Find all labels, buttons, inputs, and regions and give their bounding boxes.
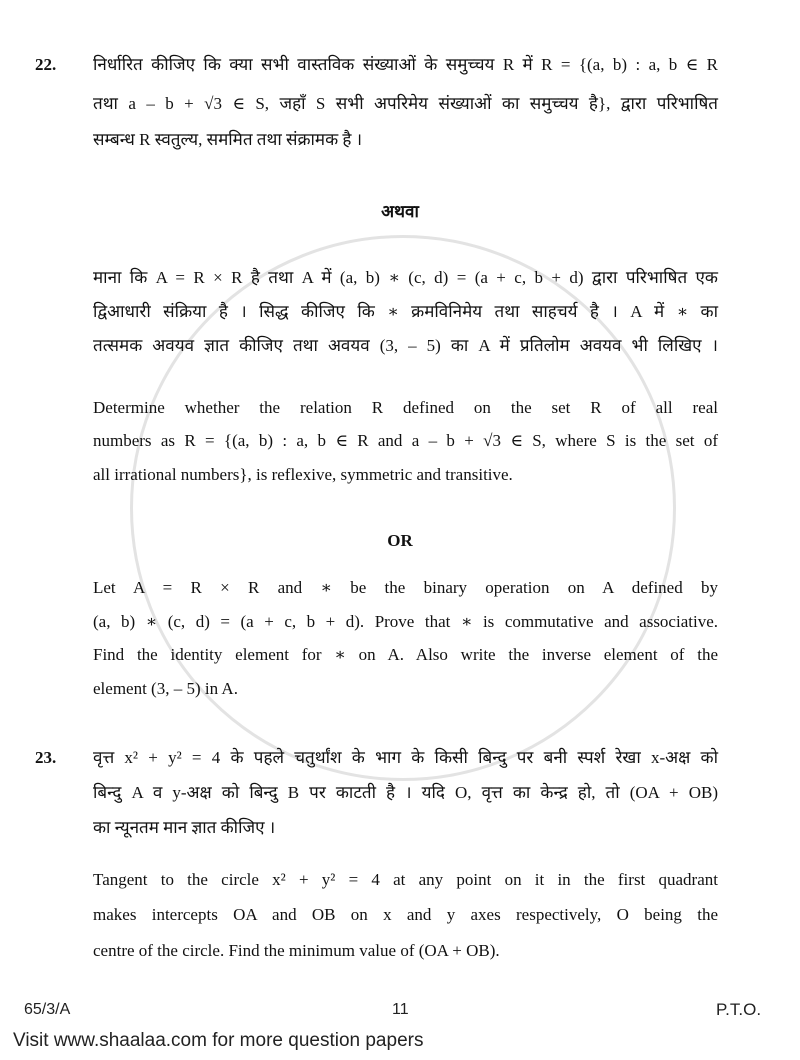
page-number: 11	[392, 1001, 409, 1018]
q23-hindi-line: बिन्दु A व y-अक्ष को बिन्दु B पर काटती है । यदि O, वृत्त का केन्द्र हो, तो (OA + OB)	[93, 783, 718, 802]
q22-hindi-line: निर्धारित कीजिए कि क्या सभी वास्तविक संख्याओं के समुच्चय R में R = {(a, b) : a, b ∈ R	[93, 55, 718, 74]
q23-english-line: Tangent to the circle x² + y² = 4 at any point on it in the first quadrant	[93, 870, 718, 889]
visit-link[interactable]: Visit www.shaalaa.com for more question papers	[13, 1030, 424, 1051]
alt-english-line: (a, b) ∗ (c, d) = (a + c, b + d). Prove that ∗ is commutative and associative.	[93, 612, 718, 631]
q22-english-line: numbers as R = {(a, b) : a, b ∈ R and a – b + √3 ∈ S, where S is the set of	[93, 431, 718, 450]
alt-english-line: element (3, – 5) in A.	[93, 679, 238, 698]
or-heading-hindi: अथवा	[381, 202, 419, 221]
alt-english-line: Find the identity element for ∗ on A. Also write the inverse element of the	[93, 645, 718, 664]
or-heading-english: OR	[387, 531, 413, 550]
paper-code: 65/3/A	[24, 1001, 71, 1018]
q23-english-line: makes intercepts OA and OB on x and y axes respectively, O being the	[93, 905, 718, 924]
alt-english-line: Let A = R × R and ∗ be the binary operation on A defined by	[93, 578, 718, 597]
q22-english-line: Determine whether the relation R defined on the set R of all real	[93, 398, 718, 417]
q23-hindi-line: वृत्त x² + y² = 4 के पहले चतुर्थांश के भाग के किसी बिन्दु पर बनी स्पर्श रेखा x-अक्ष को	[93, 748, 718, 767]
alt-hindi-line: तत्समक अवयव ज्ञात कीजिए तथा अवयव (3, – 5) का A में प्रतिलोम अवयव भी लिखिए ।	[93, 336, 718, 355]
q22-hindi-line: सम्बन्ध R स्वतुल्य, सममित तथा संक्रामक है ।	[93, 130, 363, 149]
q23-hindi-line: का न्यूनतम मान ज्ञात कीजिए ।	[93, 818, 276, 837]
question-number: 23.	[35, 748, 57, 767]
q23-english-line: centre of the circle. Find the minimum value of (OA + OB).	[93, 941, 500, 960]
question-number: 22.	[35, 55, 57, 74]
pto-label: P.T.O.	[716, 1000, 762, 1019]
q22-hindi-line: तथा a – b + √3 ∈ S, जहाँ S सभी अपरिमेय संख्याओं का समुच्चय है}, द्वारा परिभाषित	[93, 94, 718, 113]
q22-english-line: all irrational numbers}, is reflexive, symmetric and transitive.	[93, 465, 513, 484]
alt-hindi-line: द्विआधारी संक्रिया है । सिद्ध कीजिए कि ∗ क्रमविनिमेय तथा साहचर्य है । A में ∗ का	[93, 302, 718, 321]
alt-hindi-line: माना कि A = R × R है तथा A में (a, b) ∗ (c, d) = (a + c, b + d) द्वारा परिभाषित एक	[93, 268, 718, 287]
